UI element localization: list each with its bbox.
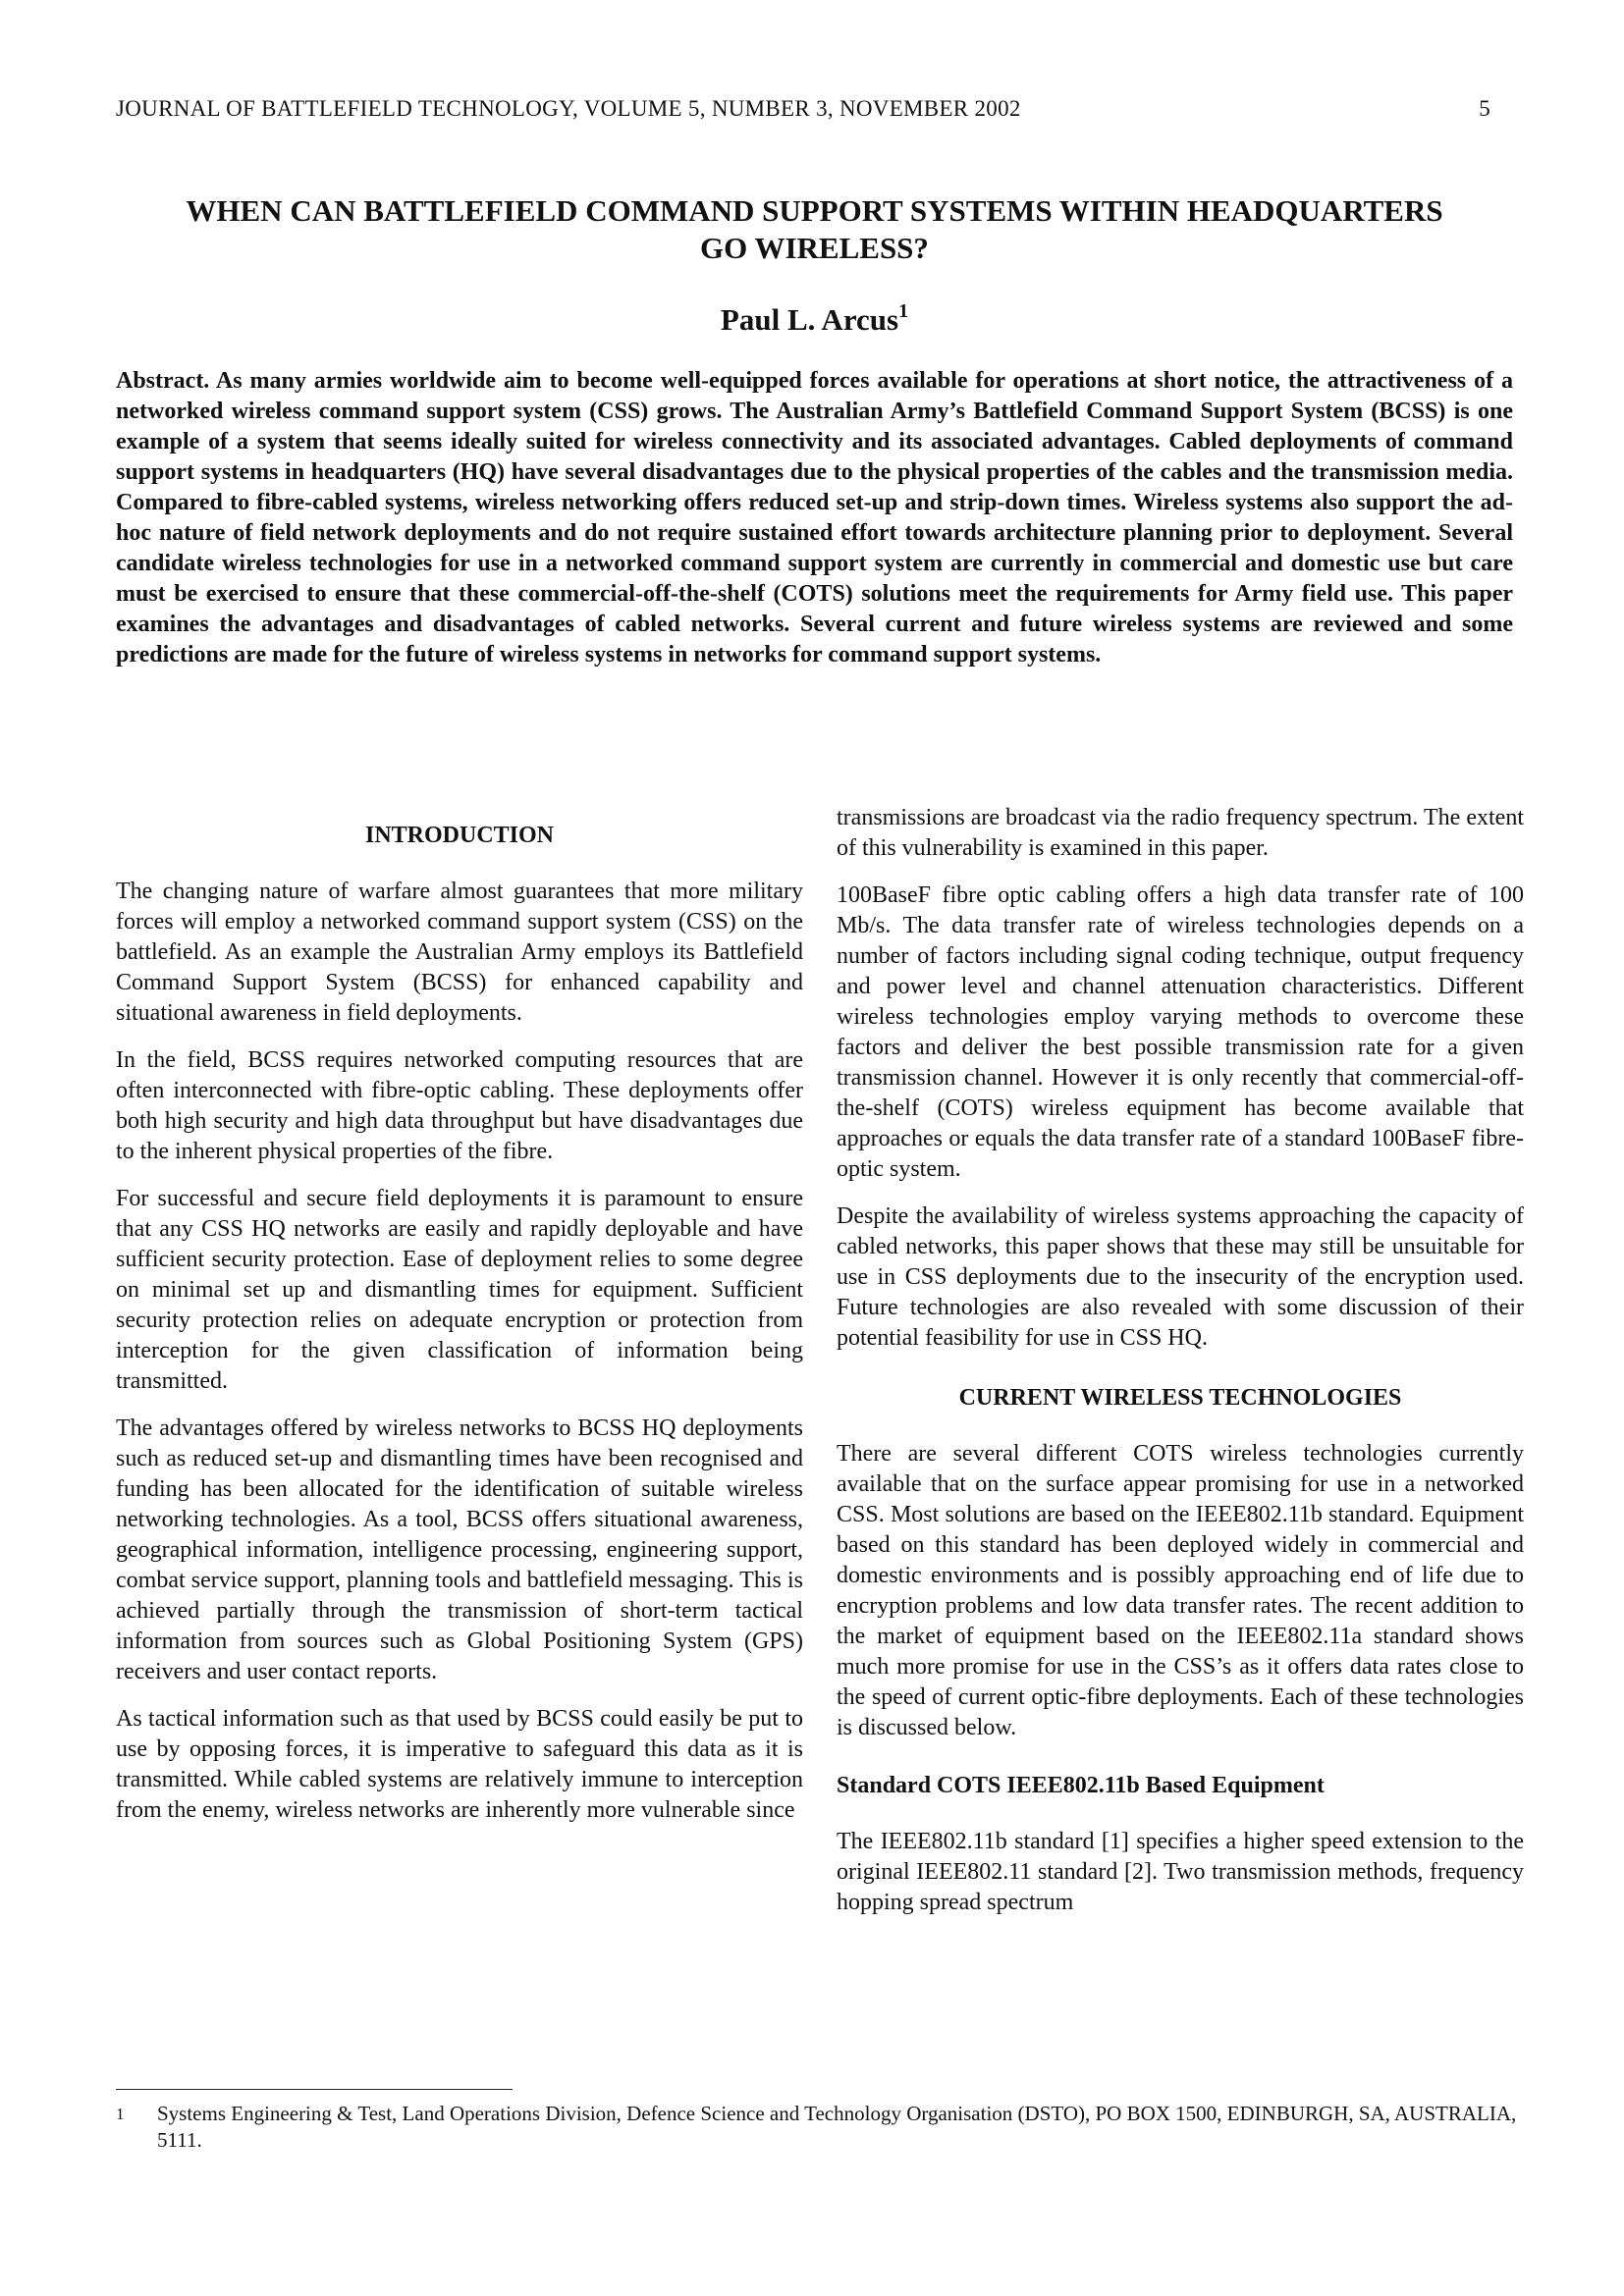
right-column bbox=[837, 803, 1524, 1935]
intro-paragraph-4: The advantages offered by wireless networks to BCSS HQ deployments such as reduced set-up and dismantling times have been recognised and funding has been allocated for the identification of suitable wireless networking technologies. As a tool, BCSS offers situational awareness, geographical information, intelligence processing, engineering support, combat service support, planning tools and battlefield messaging. This is achieved partially through the transmission of short-term tactical information from sources such as Global Positioning System (GPS) receivers and user contact reports. bbox=[116, 1415, 803, 1684]
running-head bbox=[116, 96, 1490, 122]
journal-citation: JOURNAL OF BATTLEFIELD TECHNOLOGY, VOLUME 5, NUMBER 3, NOVEMBER 2002 bbox=[116, 96, 1021, 121]
intro-paragraph-3: For successful and secure field deployments it is paramount to ensure that any CSS HQ networks are easily and rapidly deployable and have sufficient security protection. Ease of deployment relies to some degree on minimal set up and dismantling times for equipment. Sufficient security protection relies on adequate encryption or protection from interception for the given classification of information being transmitted. bbox=[116, 1186, 803, 1394]
right-paragraph-3: Despite the availability of wireless systems approaching the capacity of cabled networks, this paper shows that these may still be unsuitable for use in CSS deployments due to the insecurity of the encryption used. Future technologies are also revealed with some discussion of their potential feasibility for use in CSS HQ. bbox=[837, 1203, 1524, 1351]
footnote bbox=[116, 2101, 1520, 2154]
ieee80211b-paragraph: The IEEE802.11b standard [1] specifies a higher speed extension to the original IEEE802.11 standard [2]. Two transmission methods, frequency hopping spread spectrum bbox=[837, 1829, 1524, 1915]
left-column bbox=[116, 821, 803, 1842]
intro-paragraph-1: The changing nature of warfare almost guarantees that more military forces will employ a networked command support system (CSS) on the battlefield. As an example the Australian Army employs its Battlefield Command Support System (BCSS) for enhanced capability and situational awareness in field deployments. bbox=[116, 879, 803, 1026]
intro-paragraph-2: In the field, BCSS requires networked computing resources that are often interconnected with fibre-optic cabling. These deployments offer both high security and high data throughput but have disadvantages due to the inherent physical properties of the fibre. bbox=[116, 1047, 803, 1164]
ieee80211b-subheading: Standard COTS IEEE802.11b Based Equipment bbox=[837, 1773, 1325, 1798]
abstract bbox=[116, 366, 1513, 670]
introduction-heading: INTRODUCTION bbox=[364, 823, 555, 848]
author-name: Paul L. Arcus bbox=[720, 302, 899, 337]
title-line-1: WHEN CAN BATTLEFIELD COMMAND SUPPORT SYSTEMS WITHIN HEADQUARTERS bbox=[186, 193, 1443, 228]
title-line-2: GO WIRELESS? bbox=[700, 231, 929, 265]
footnote-mark: 1 bbox=[116, 2105, 125, 2123]
right-paragraph-1: transmissions are broadcast via the radio frequency spectrum. The extent of this vulnerability is examined in this paper. bbox=[837, 805, 1524, 861]
footnote-rule bbox=[116, 2089, 513, 2090]
author-line bbox=[116, 302, 1513, 338]
footnote-text: Systems Engineering & Test, Land Operations Division, Defence Science and Technology Organisation (DSTO), PO BOX 1500, EDINBURGH, SA, AUSTRALIA, 5111. bbox=[157, 2102, 1517, 2152]
abstract-text: Abstract. As many armies worldwide aim to become well-equipped forces available for operations at short notice, the attractiveness of a networked wireless command support system (CSS) grows. The Australian Army’s Battlefield Command Support System (BCSS) is one example of a system that seems ideally suited for wireless connectivity and its associated advantages. Cabled deployments of command support systems in headquarters (HQ) have several disadvantages due to the physical properties of the cables and the transmission media. Compared to fibre-cabled systems, wireless networking offers reduced set-up and strip-down times. Wireless systems also support the ad-hoc nature of field network deployments and do not require sustained effort towards architecture planning prior to deployment. Several candidate wireless technologies for use in a networked command support system are currently in commercial and domestic use but care must be exercised to ensure that these commercial-off-the-shelf (COTS) solutions meet the requirements for Army field use. This paper examines the advantages and disadvantages of cabled networks. Several current and future wireless systems are reviewed and some predictions are made for the future of wireless systems in networks for command support systems. bbox=[116, 368, 1513, 667]
page-number: 5 bbox=[1479, 96, 1490, 121]
current-wireless-heading: CURRENT WIRELESS TECHNOLOGIES bbox=[958, 1385, 1402, 1411]
current-wireless-paragraph: There are several different COTS wireless technologies currently available that on the surface appear promising for use in a networked CSS. Most solutions are based on the IEEE802.11b standard. Equipment based on this standard has been deployed widely in commercial and domestic environments and is possibly approaching end of life due to encryption problems and low data transfer rates. The recent addition to the market of equipment based on the IEEE802.11a standard shows much more promise for use in the CSS’s as it offers data rates close to the speed of current optic-fibre deployments. Each of these technologies is discussed below. bbox=[837, 1441, 1524, 1740]
intro-paragraph-5: As tactical information such as that used by BCSS could easily be put to use by opposing forces, it is imperative to safeguard this data as it is transmitted. While cabled systems are relatively immune to interception from the enemy, wireless networks are inherently more vulnerable since bbox=[116, 1706, 803, 1823]
author-footnote-mark: 1 bbox=[898, 300, 909, 322]
right-paragraph-2: 100BaseF fibre optic cabling offers a high data transfer rate of 100 Mb/s. The data transfer rate of wireless technologies depends on a number of factors including signal coding technique, output frequency and power level and channel attenuation characteristics. Different wireless technologies employ varying methods to overcome these factors and deliver the best possible transmission rate for a given transmission channel. However it is only recently that commercial-off-the-shelf (COTS) wireless equipment has become available that approaches or equals the data transfer rate of a standard 100BaseF fibre-optic system. bbox=[837, 882, 1524, 1182]
paper-title bbox=[116, 192, 1513, 267]
